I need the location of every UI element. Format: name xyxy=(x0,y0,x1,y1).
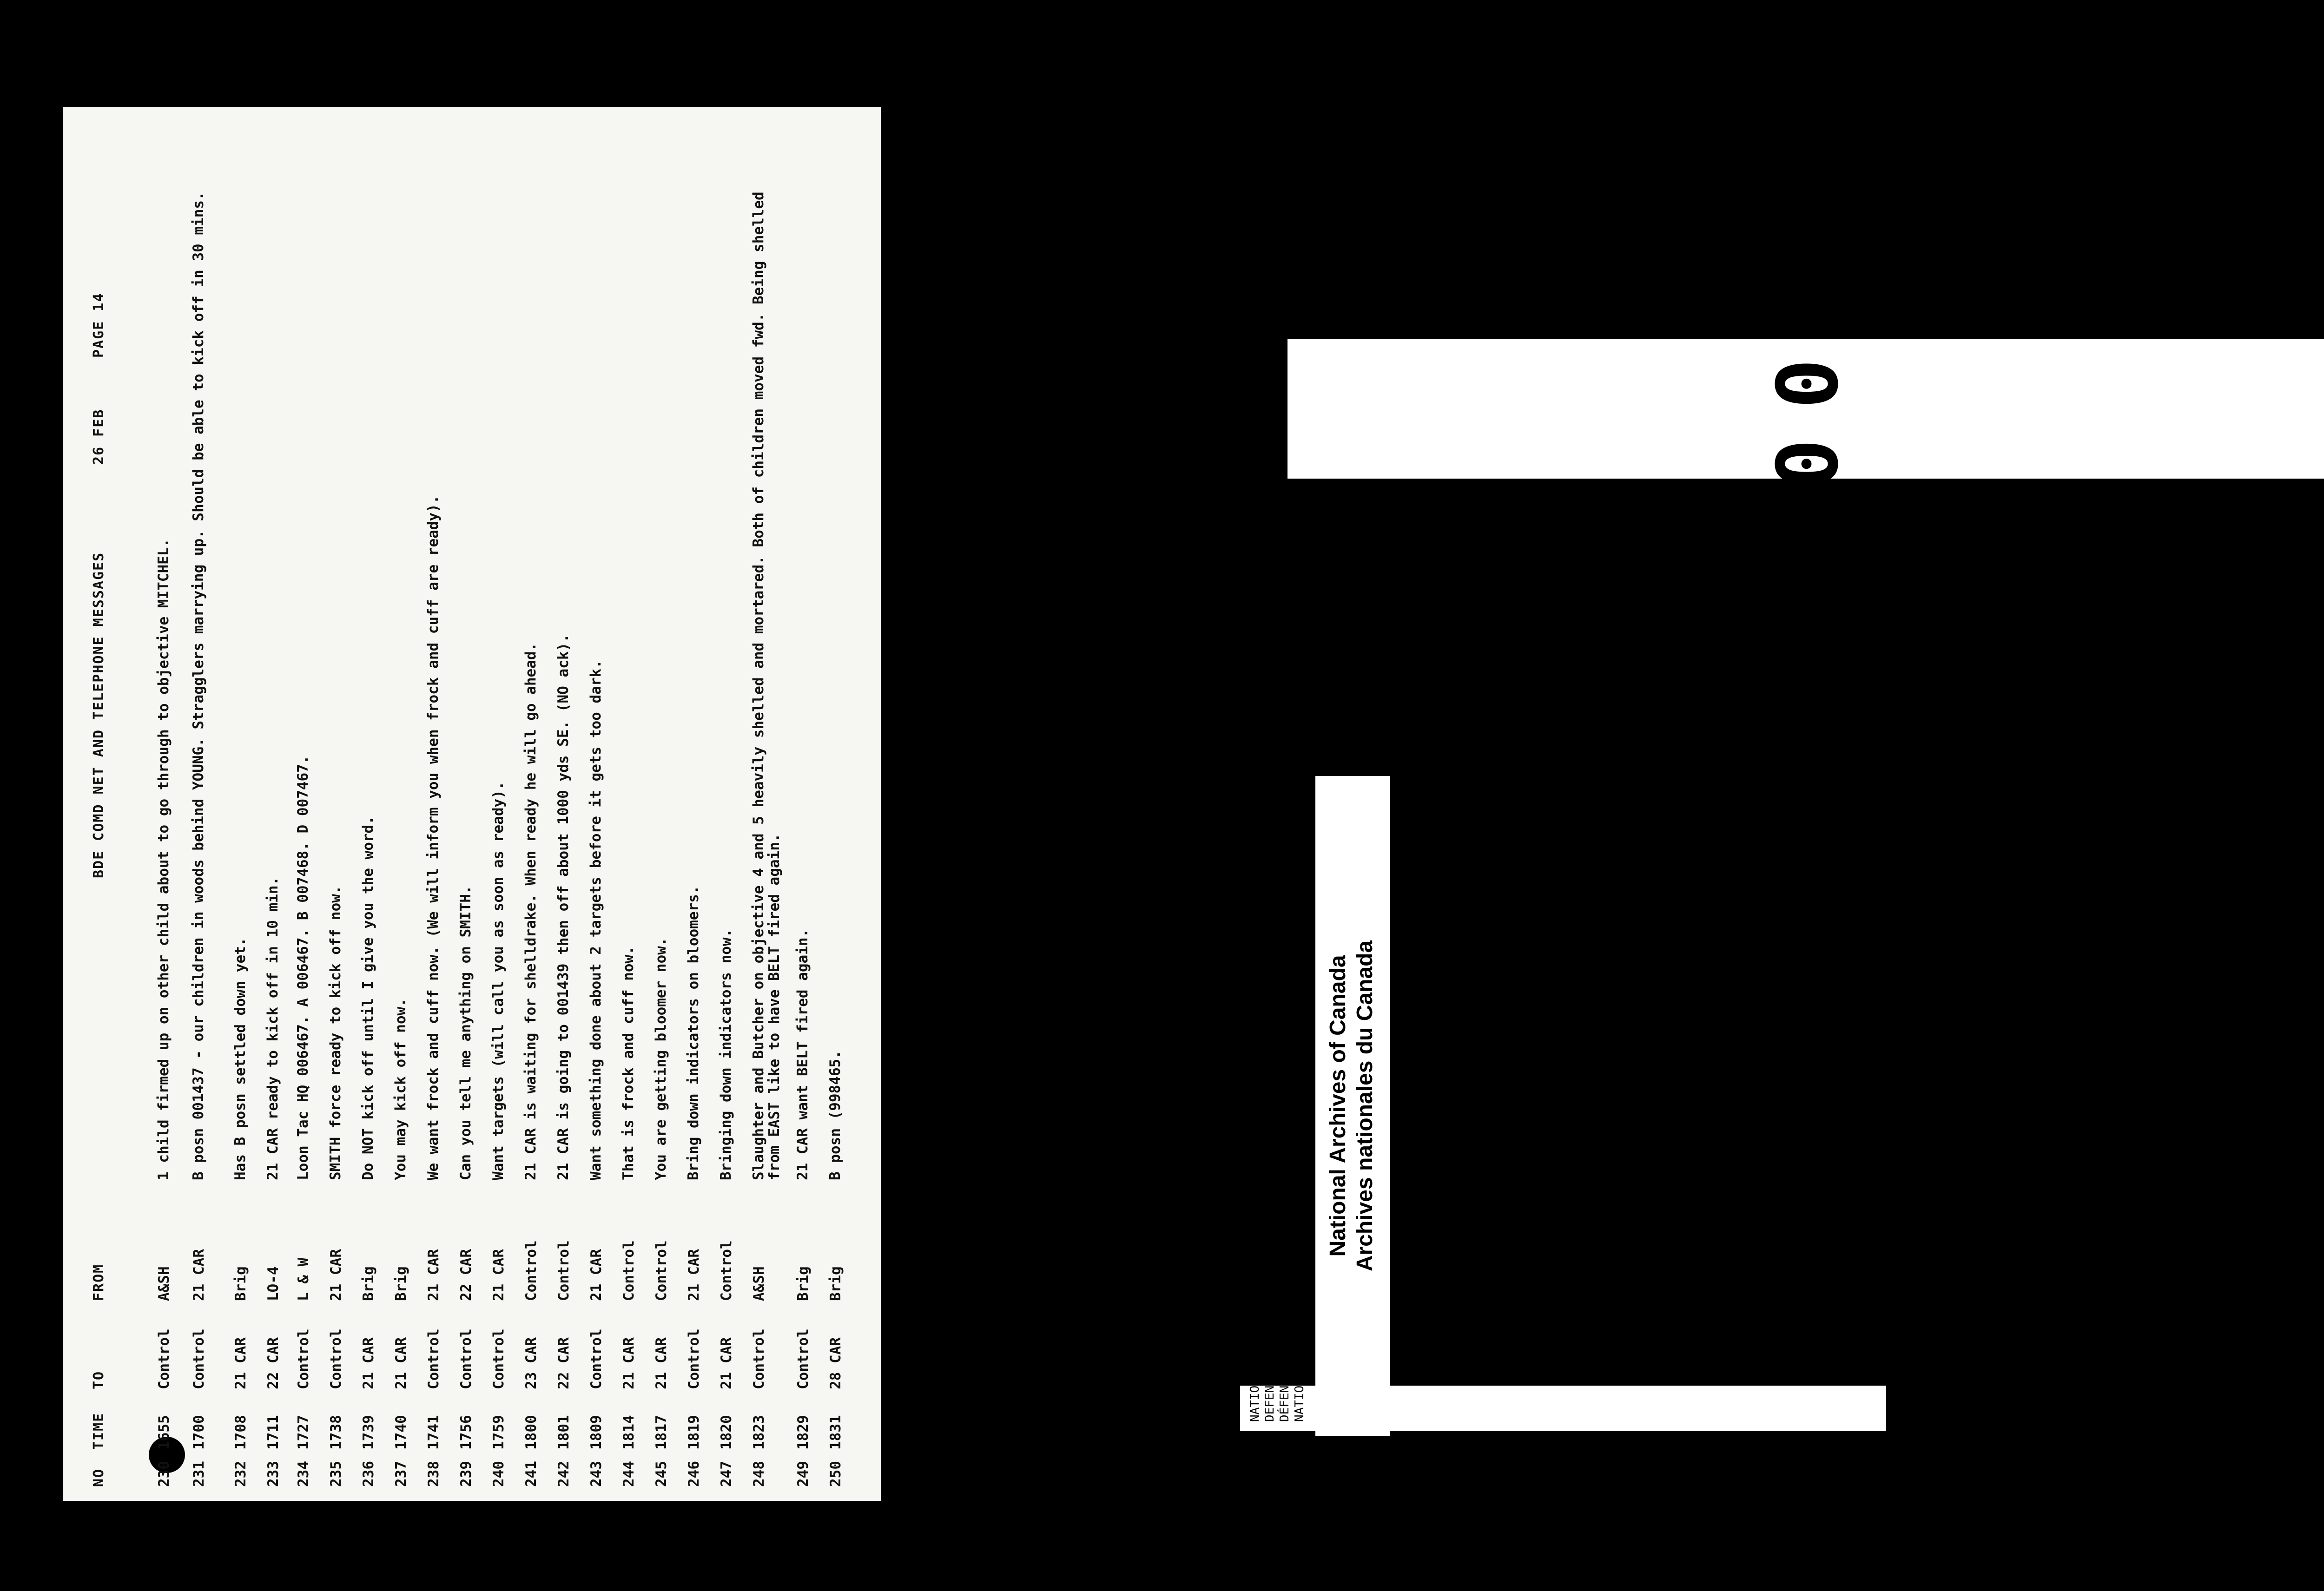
message-no: 245 xyxy=(653,1461,670,1487)
col-header-from: FROM xyxy=(91,1263,107,1301)
message-to: Control xyxy=(191,1328,207,1389)
message-to: 22 CAR xyxy=(555,1337,572,1389)
message-no: 240 xyxy=(490,1461,507,1487)
message-time: 1823 xyxy=(751,1415,767,1450)
message-from: 21 CAR xyxy=(588,1249,605,1301)
message-from: A&SH xyxy=(156,1266,172,1301)
message-text: B posn 001437 - our children in woods behind YOUNG. Stragglers marrying up. Should be able to kick off in 30 mins. xyxy=(190,191,207,1180)
message-no: 231 xyxy=(191,1461,207,1487)
message-time: 1727 xyxy=(295,1415,312,1450)
message-from: Control xyxy=(653,1240,670,1301)
message-from: Control xyxy=(523,1240,540,1301)
frame-number-stamp: 000041 xyxy=(1287,339,2324,479)
message-time: 1708 xyxy=(232,1415,249,1450)
message-no: 244 xyxy=(621,1461,637,1487)
reference-right-line2: File/dossier 950 xyxy=(1278,870,1307,957)
message-from: 21 CAR xyxy=(686,1249,702,1301)
message-to: 21 CAR xyxy=(718,1337,735,1389)
reference-left-line2: DÉFENSE NATIONALE xyxy=(1278,1356,1307,1422)
reference-left-line1: NATIONAL DEFENCE xyxy=(1248,1363,1277,1422)
message-time: 1829 xyxy=(795,1415,812,1450)
message-no: 237 xyxy=(393,1461,409,1487)
message-text: You may kick off now. xyxy=(392,998,409,1180)
message-text: Want something done about 2 targets before it gets too dark. xyxy=(588,660,604,1180)
message-to: 21 CAR xyxy=(393,1337,409,1389)
message-text: Can you tell me anything on SMITH. xyxy=(457,885,474,1180)
message-time: 1819 xyxy=(686,1415,702,1450)
message-time: 1809 xyxy=(588,1415,605,1450)
message-time: 1740 xyxy=(393,1415,409,1450)
message-time: 1700 xyxy=(191,1415,207,1450)
message-from: 21 CAR xyxy=(425,1249,442,1301)
message-time: 1801 xyxy=(555,1415,572,1450)
message-to: Control xyxy=(588,1328,605,1389)
message-text: 21 CAR want BELT fired again. xyxy=(794,928,811,1180)
message-text: Do NOT kick off until I give you the word. xyxy=(360,816,376,1180)
reference-left xyxy=(1248,1356,1307,1422)
message-time: 1741 xyxy=(425,1415,442,1450)
message-no: 243 xyxy=(588,1461,605,1487)
message-to: 21 CAR xyxy=(360,1337,377,1389)
message-to: Control xyxy=(328,1328,344,1389)
message-text: Slaughter and Butcher on objective 4 and 5 heavily shelled and mortared. Both of children moved fwd. Being shelled from EAST like to have BELT fired again. xyxy=(750,191,783,1180)
message-to: Control xyxy=(490,1328,507,1389)
message-no: 239 xyxy=(458,1461,475,1487)
message-no: 234 xyxy=(295,1461,312,1487)
message-to: 28 CAR xyxy=(827,1337,844,1389)
message-time: 1820 xyxy=(718,1415,735,1450)
message-time: 1817 xyxy=(653,1415,670,1450)
message-to: Control xyxy=(686,1328,702,1389)
message-to: 21 CAR xyxy=(653,1337,670,1389)
message-to: Control xyxy=(425,1328,442,1389)
col-header-no: NO xyxy=(91,1468,107,1487)
message-from: Brig xyxy=(795,1266,812,1301)
message-time: 1655 xyxy=(156,1415,172,1450)
message-no: 242 xyxy=(555,1461,572,1487)
message-no: 235 xyxy=(328,1461,344,1487)
message-from: 21 CAR xyxy=(490,1249,507,1301)
document-title: BDE COMD NET AND TELEPHONE MESSAGES xyxy=(91,552,107,878)
message-time: 1800 xyxy=(523,1415,540,1450)
message-text: 1 child firmed up on other child about to go through to objective MITCHEL. xyxy=(155,538,172,1180)
message-to: Control xyxy=(156,1328,172,1389)
page-number: PAGE 14 xyxy=(91,292,107,358)
message-time: 1756 xyxy=(458,1415,475,1450)
archives-line1: National Archives of Canada xyxy=(1326,955,1350,1257)
message-no: 238 xyxy=(425,1461,442,1487)
message-to: 21 CAR xyxy=(232,1337,249,1389)
message-no: 241 xyxy=(523,1461,540,1487)
message-text: Bringing down indicators now. xyxy=(718,928,734,1180)
message-no: 230 xyxy=(156,1461,172,1487)
col-header-to: TO xyxy=(91,1370,107,1389)
message-text: SMITH force ready to kick off now. xyxy=(327,885,344,1180)
message-no: 248 xyxy=(751,1461,767,1487)
message-no: 249 xyxy=(795,1461,812,1487)
message-text: You are getting bloomer now. xyxy=(653,937,669,1180)
reference-right xyxy=(1248,870,1307,957)
message-text: Bring down indicators on bloomers. xyxy=(685,885,702,1180)
message-to: Control xyxy=(751,1328,767,1389)
message-from: Control xyxy=(555,1240,572,1301)
col-header-time: TIME xyxy=(91,1412,107,1450)
message-from: Brig xyxy=(360,1266,377,1301)
message-to: 23 CAR xyxy=(523,1337,540,1389)
message-from: Control xyxy=(621,1240,637,1301)
message-from: 21 CAR xyxy=(191,1249,207,1301)
message-time: 1814 xyxy=(621,1415,637,1450)
message-to: Control xyxy=(295,1328,312,1389)
message-no: 232 xyxy=(232,1461,249,1487)
message-text: B posn (998465. xyxy=(827,1050,844,1180)
message-text: Want targets (will call you as soon as ready). xyxy=(490,781,507,1180)
message-text: Has B posn settled down yet. xyxy=(232,937,249,1180)
message-from: L & W xyxy=(295,1257,312,1301)
message-to: Control xyxy=(795,1328,812,1389)
message-from: Control xyxy=(718,1240,735,1301)
message-text: That is frock and cuff now. xyxy=(620,946,637,1180)
message-from: Brig xyxy=(827,1266,844,1301)
archives-line2: Archives nationales du Canada xyxy=(1353,940,1377,1272)
message-time: 1759 xyxy=(490,1415,507,1450)
message-to: Control xyxy=(458,1328,475,1389)
message-to: 21 CAR xyxy=(621,1337,637,1389)
message-time: 1739 xyxy=(360,1415,377,1450)
archives-label xyxy=(1315,776,1390,1436)
message-time: 1738 xyxy=(328,1415,344,1450)
message-no: 250 xyxy=(827,1461,844,1487)
message-no: 236 xyxy=(360,1461,377,1487)
message-text: 21 CAR is going to 001439 then off about 1000 yds SE. (NO ack). xyxy=(555,634,572,1180)
reference-right-line1: RG 24, C-3, vol. 14053 xyxy=(1248,877,1277,957)
message-from: Brig xyxy=(232,1266,249,1301)
message-time: 1711 xyxy=(265,1415,282,1450)
message-from: 22 CAR xyxy=(458,1249,475,1301)
document-date: 26 FEB xyxy=(91,408,107,465)
message-text: 21 CAR is waiting for shelldrake. When ready he will go ahead. xyxy=(522,642,539,1180)
message-from: Brig xyxy=(393,1266,409,1301)
message-no: 246 xyxy=(686,1461,702,1487)
message-no: 233 xyxy=(265,1461,282,1487)
message-time: 1831 xyxy=(827,1415,844,1450)
message-text: Loon Tac HQ 006467. A 006467. B 007468. D 007467. xyxy=(295,755,311,1180)
message-text: We want frock and cuff now. (We will inform you when frock and cuff are ready). xyxy=(425,495,442,1180)
message-from: A&SH xyxy=(751,1266,767,1301)
document-page xyxy=(63,107,881,1501)
message-text: 21 CAR ready to kick off in 10 min. xyxy=(264,876,281,1180)
message-to: 22 CAR xyxy=(265,1337,282,1389)
message-no: 247 xyxy=(718,1461,735,1487)
message-from: LO-4 xyxy=(265,1266,282,1301)
message-from: 21 CAR xyxy=(328,1249,344,1301)
